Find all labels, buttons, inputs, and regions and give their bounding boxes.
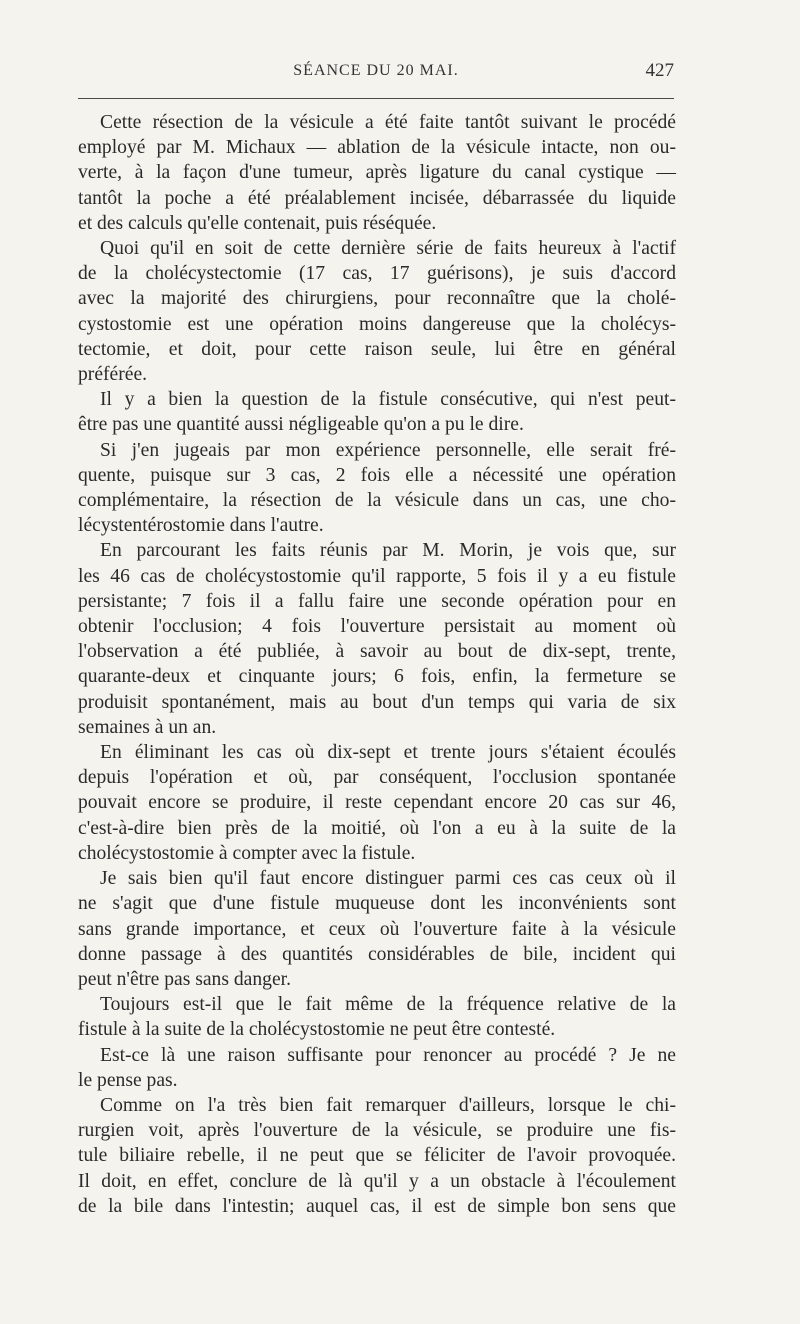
text-line: avec la majorité des chirurgiens, pour reconnaître que la cholé- bbox=[78, 288, 676, 310]
text-line: Il y a bien la question de la fistule consécutive, qui n'est peut- bbox=[100, 389, 676, 411]
text-line: complémentaire, la résection de la vésicule dans un cas, une cho- bbox=[78, 490, 676, 512]
text-line: le pense pas. bbox=[78, 1069, 178, 1091]
paragraph bbox=[78, 438, 676, 539]
paragraph bbox=[78, 538, 676, 740]
text-line: fistule à la suite de la cholécystostomie ne peut être contesté. bbox=[78, 1019, 556, 1041]
text-line: depuis l'opération et où, par conséquent, l'occlusion spontanée bbox=[78, 767, 676, 789]
header-title: SÉANCE DU 20 MAI. bbox=[293, 62, 459, 79]
text-line: de la cholécystectomie (17 cas, 17 guérisons), je suis d'accord bbox=[78, 263, 676, 285]
text-line: obtenir l'occlusion; 4 fois l'ouverture persistait au moment où bbox=[78, 616, 676, 638]
paragraph bbox=[78, 1043, 676, 1093]
text-line: Toujours est-il que le fait même de la fréquence relative de la bbox=[100, 994, 676, 1016]
text-line: quarante-deux et cinquante jours; 6 fois, enfin, la fermeture se bbox=[78, 666, 676, 688]
text-line: En éliminant les cas où dix-sept et trente jours s'étaient écoulés bbox=[100, 742, 676, 764]
text-line: sans grande importance, et ceux où l'ouverture faite à la vésicule bbox=[78, 918, 676, 940]
paragraph bbox=[78, 866, 676, 992]
text-line: employé par M. Michaux — ablation de la vésicule intacte, non ou- bbox=[78, 137, 676, 159]
text-line: cystostomie est une opération moins dangereuse que la cholécys- bbox=[78, 313, 676, 335]
running-header bbox=[78, 60, 674, 86]
paragraph bbox=[78, 992, 676, 1042]
text-line: Quoi qu'il en soit de cette dernière série de faits heureux à l'actif bbox=[100, 238, 676, 260]
body-text bbox=[78, 110, 676, 1219]
text-line: et des calculs qu'elle contenait, puis réséquée. bbox=[78, 212, 437, 234]
text-line: tectomie, et doit, pour cette raison seule, lui être en général bbox=[78, 338, 676, 360]
text-line: donne passage à des quantités considérables de bile, incident qui bbox=[78, 943, 676, 965]
text-line: être pas une quantité aussi négligeable qu'on a pu le dire. bbox=[78, 414, 524, 436]
text-line: peut n'être pas sans danger. bbox=[78, 968, 292, 990]
page-number: 427 bbox=[645, 60, 674, 81]
text-line: c'est-à-dire bien près de la moitié, où l'on a eu à la suite de la bbox=[78, 817, 676, 839]
text-line: persistante; 7 fois il a fallu faire une seconde opération pour en bbox=[78, 590, 676, 612]
text-line: rurgien voit, après l'ouverture de la vésicule, se produire une fis- bbox=[78, 1120, 676, 1142]
text-line: tantôt la poche a été préalablement incisée, débarrassée du liquide bbox=[78, 187, 676, 209]
paragraph bbox=[78, 110, 676, 236]
paragraph bbox=[78, 740, 676, 866]
text-line: ne s'agit que d'une fistule muqueuse dont les inconvénients sont bbox=[78, 893, 676, 915]
paragraph bbox=[78, 236, 676, 387]
text-line: verte, à la façon d'une tumeur, après ligature du canal cystique — bbox=[78, 162, 676, 184]
text-line: pouvait encore se produire, il reste cependant encore 20 cas sur 46, bbox=[78, 792, 676, 814]
text-line: En parcourant les faits réunis par M. Morin, je vois que, sur bbox=[100, 540, 676, 562]
text-line: de la bile dans l'intestin; auquel cas, il est de simple bon sens que bbox=[78, 1195, 676, 1217]
text-line: quente, puisque sur 3 cas, 2 fois elle a nécessité une opération bbox=[78, 464, 676, 486]
paragraph bbox=[78, 1093, 676, 1219]
paragraph bbox=[78, 387, 676, 437]
text-line: produisit spontanément, mais au bout d'un temps qui varia de six bbox=[78, 691, 676, 713]
text-line: lécystentérostomie dans l'autre. bbox=[78, 515, 324, 537]
text-line: Comme on l'a très bien fait remarquer d'ailleurs, lorsque le chi- bbox=[100, 1094, 676, 1116]
header-rule bbox=[78, 98, 674, 99]
text-line: Est-ce là une raison suffisante pour renoncer au procédé ? Je ne bbox=[100, 1044, 676, 1066]
text-line: Je sais bien qu'il faut encore distinguer parmi ces cas ceux où il bbox=[100, 868, 676, 890]
text-line: Cette résection de la vésicule a été faite tantôt suivant le procédé bbox=[100, 112, 676, 133]
text-line: Si j'en jugeais par mon expérience personnelle, elle serait fré- bbox=[100, 439, 676, 461]
text-line: semaines à un an. bbox=[78, 716, 217, 738]
text-line: l'observation a été publiée, à savoir au bout de dix-sept, trente, bbox=[78, 641, 676, 663]
text-line: préférée. bbox=[78, 364, 148, 386]
text-line: cholécystostomie à compter avec la fistule. bbox=[78, 842, 416, 864]
text-line: Il doit, en effet, conclure de là qu'il y a un obstacle à l'écoulement bbox=[78, 1170, 676, 1192]
text-line: tule biliaire rebelle, il ne peut que se féliciter de l'avoir provoquée. bbox=[78, 1145, 676, 1167]
text-line: les 46 cas de cholécystostomie qu'il rapporte, 5 fois il y a eu fistule bbox=[78, 565, 676, 587]
